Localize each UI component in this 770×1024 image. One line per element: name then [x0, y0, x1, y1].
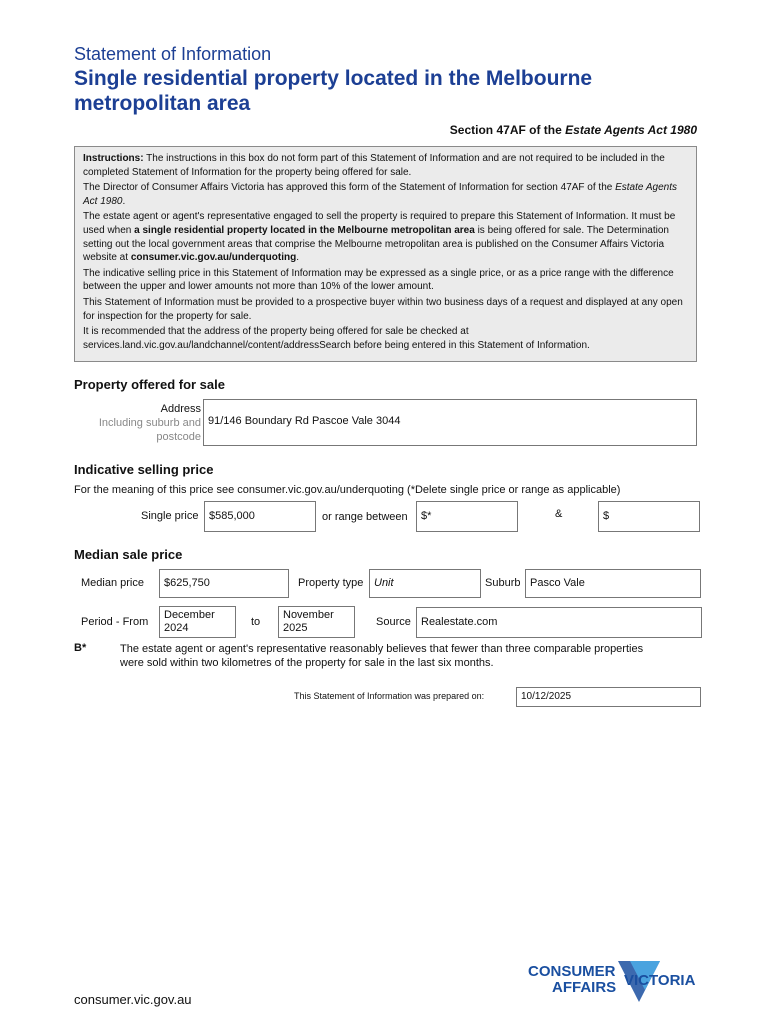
- prepared-on-label: This Statement of Information was prepared on:: [294, 691, 485, 701]
- address-label: [74, 402, 201, 444]
- period-to-month: November: [283, 609, 334, 621]
- instructions-text-3b: is being offered for sale. The Determination setting out the local government areas that comprise the Melbourne metropolitan area is published on the Consumer Affairs Victoria website at: [83, 224, 669, 264]
- prepared-on-field[interactable]: 10/12/2025: [516, 687, 701, 707]
- logo-graphic: [526, 958, 704, 1004]
- title-line-1: Single residential property located in the Melbourne: [74, 67, 593, 90]
- instructions-act-italic: Estate Agents Act 1980: [83, 182, 677, 207]
- document-title: [74, 66, 714, 116]
- b-note-line-1: The estate agent or agent's representative reasonably believes that fewer than three comparable properties: [120, 643, 644, 655]
- instructions-text-3a: The estate agent or agent's representative engaged to sell the property is required to prepare this Statement of Information. It must be used when: [83, 211, 676, 236]
- range-label: or range between: [322, 511, 408, 523]
- address-label-sub2: postcode: [156, 431, 201, 443]
- period-to-field[interactable]: [278, 606, 355, 638]
- instructions-para-3: [83, 210, 688, 264]
- single-price-label: Single price: [141, 510, 199, 522]
- median-price-field[interactable]: $625,750: [159, 569, 289, 598]
- footer-url[interactable]: consumer.vic.gov.au: [74, 992, 192, 1007]
- property-heading: Property offered for sale: [74, 377, 225, 392]
- instructions-text-3-end: .: [296, 252, 299, 264]
- address-label-sub1: Including suburb and: [98, 417, 201, 429]
- title-line-2: metropolitan area: [74, 92, 251, 115]
- section-prefix: Section 47AF of the: [449, 123, 566, 137]
- suburb-label: Suburb: [485, 577, 521, 589]
- indicative-heading: Indicative selling price: [74, 462, 214, 477]
- range-to-field[interactable]: $: [598, 501, 700, 532]
- instructions-para-5: This Statement of Information must be provided to a prospective buyer within two business days of a request and displayed at any open for inspection for the property for sale.: [83, 296, 683, 322]
- instructions-text-1: The instructions in this box do not form part of this Statement of Information and are not required to be included in the completed Statement of Information for the property being offered for sale.: [83, 153, 665, 178]
- b-note-text: [120, 642, 643, 670]
- instructions-para-4: The indicative selling price in this Statement of Information may be expressed as a single price, or as a price range with the difference between the upper and lower amounts not more than 10% of the lower amount.: [83, 267, 674, 293]
- instructions-para-1: [83, 152, 688, 179]
- address-field[interactable]: 91/146 Boundary Rd Pascoe Vale 3044: [203, 399, 697, 446]
- b-marker: B*: [74, 642, 87, 654]
- indicative-note: For the meaning of this price see consumer.vic.gov.au/underquoting (*Delete single price or range as applicable): [74, 484, 621, 496]
- range-ampersand: &: [555, 508, 563, 520]
- source-field[interactable]: Realestate.com: [416, 607, 702, 638]
- section-reference: [450, 123, 697, 137]
- section-act: Estate Agents Act 1980: [565, 123, 697, 137]
- consumer-affairs-victoria-logo: [526, 958, 704, 1004]
- instructions-para-2: [83, 181, 688, 208]
- period-to-label: to: [251, 616, 261, 628]
- period-from-field[interactable]: [159, 606, 236, 638]
- instructions-para-6: It is recommended that the address of the property being offered for sale be checked at services.land.vic.gov.au/landchannel/content/addressSearch before being entered in this Statement of Information.: [83, 326, 590, 351]
- address-label-main: Address: [160, 403, 201, 415]
- instructions-heading: Instructions:: [83, 153, 144, 164]
- document-label: Statement of Information: [74, 44, 272, 64]
- property-type-field[interactable]: Unit: [369, 569, 481, 598]
- instructions-text-2-end: .: [122, 195, 126, 207]
- median-price-label: Median price: [81, 577, 144, 589]
- period-to-year: 2025: [283, 622, 308, 634]
- period-from-label: Period - From: [81, 616, 149, 628]
- suburb-field[interactable]: Pasco Vale: [525, 569, 701, 598]
- period-from-year: 2024: [164, 622, 189, 634]
- instructions-text-2: The Director of Consumer Affairs Victoria has approved this form of the Statement of Information for section 47AF of the: [83, 182, 616, 194]
- b-note-line-2: were sold within two kilometres of the property for sale in the last six months.: [120, 657, 494, 669]
- range-from-field[interactable]: $*: [416, 501, 518, 532]
- instructions-text-3-bold: a single residential property located in the Melbourne metropolitan area: [134, 224, 475, 236]
- single-price-field[interactable]: $585,000: [204, 501, 316, 532]
- logo-text-victoria: VICTORIA: [624, 972, 696, 989]
- logo-text-affairs: AFFAIRS: [552, 979, 617, 996]
- underquoting-link[interactable]: consumer.vic.gov.au/underquoting: [130, 252, 297, 264]
- logo-text-consumer: CONSUMER: [528, 963, 616, 980]
- instructions-box: [74, 146, 697, 362]
- property-type-label: Property type: [298, 577, 364, 589]
- median-heading: Median sale price: [74, 547, 183, 562]
- source-label: Source: [376, 616, 411, 628]
- period-from-month: December: [164, 609, 215, 621]
